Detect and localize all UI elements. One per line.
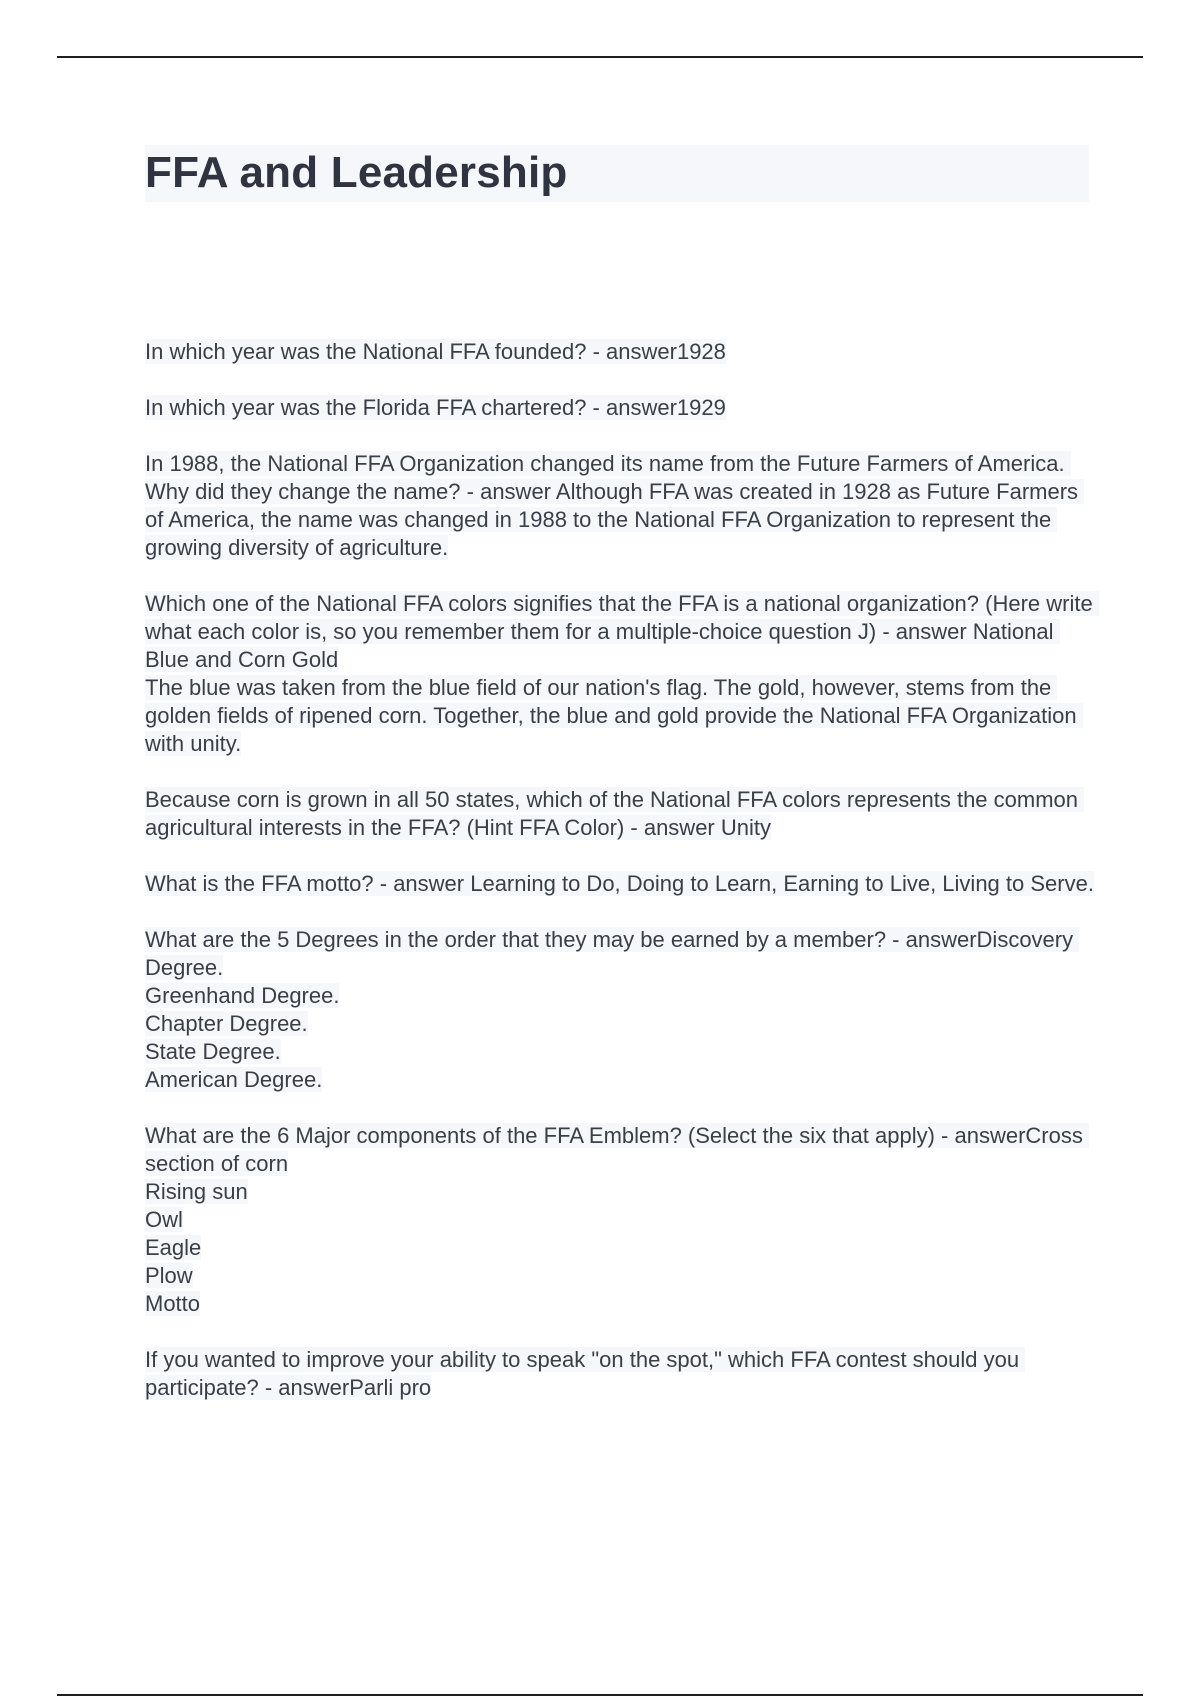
qa-item [145,1122,1095,1318]
qa-text: In which year was the National FFA founded? - answer1928 [145,339,726,364]
qa-text: In which year was the Florida FFA chartered? - answer1929 [145,395,726,420]
qa-item [145,786,1095,842]
qa-text: What is the FFA motto? - answer Learning to Do, Doing to Learn, Earning to Live, Living to Serve. [145,871,1094,896]
qa-item [145,870,1095,898]
qa-text: What are the 6 Major components of the FFA Emblem? (Select the six that apply) - answerCross section of corn Rising sun Owl Eagle Plow Motto [145,1123,1089,1316]
qa-item [145,1346,1095,1402]
footer-rule [57,1694,1143,1696]
document-body [145,338,1095,1430]
qa-item [145,926,1095,1094]
qa-text: Which one of the National FFA colors signifies that the FFA is a national organization? (Here write what each color is, so you remember them for a multiple-choice question J) - answer National Blue and Corn Gold The blue was taken from the blue field of our nation's flag. The gold, however, stems from the golden fields of ripened corn. Together, the blue and gold provide the National FFA Organization with unity. [145,591,1099,756]
qa-text: What are the 5 Degrees in the order that they may be earned by a member? - answerDiscovery Degree. Greenhand Degree. Chapter Degree. State Degree. American Degree. [145,927,1079,1092]
title-block [145,145,1089,202]
header-rule [57,56,1143,58]
qa-text: In 1988, the National FFA Organization changed its name from the Future Farmers of America. Why did they change the name? - answer Although FFA was created in 1928 as Future Farmers of America, the name was changed in 1988 to the National FFA Organization to represent the growing diversity of agriculture. [145,451,1085,560]
qa-text: If you wanted to improve your ability to speak "on the spot," which FFA contest should you participate? - answerParli pro [145,1347,1026,1400]
qa-item [145,450,1095,562]
qa-item [145,338,1095,366]
page-title: FFA and Leadership [145,148,568,197]
qa-text: Because corn is grown in all 50 states, which of the National FFA colors represents the common agricultural interests in the FFA? (Hint FFA Color) - answer Unity [145,787,1085,840]
qa-item [145,590,1095,758]
qa-item [145,394,1095,422]
